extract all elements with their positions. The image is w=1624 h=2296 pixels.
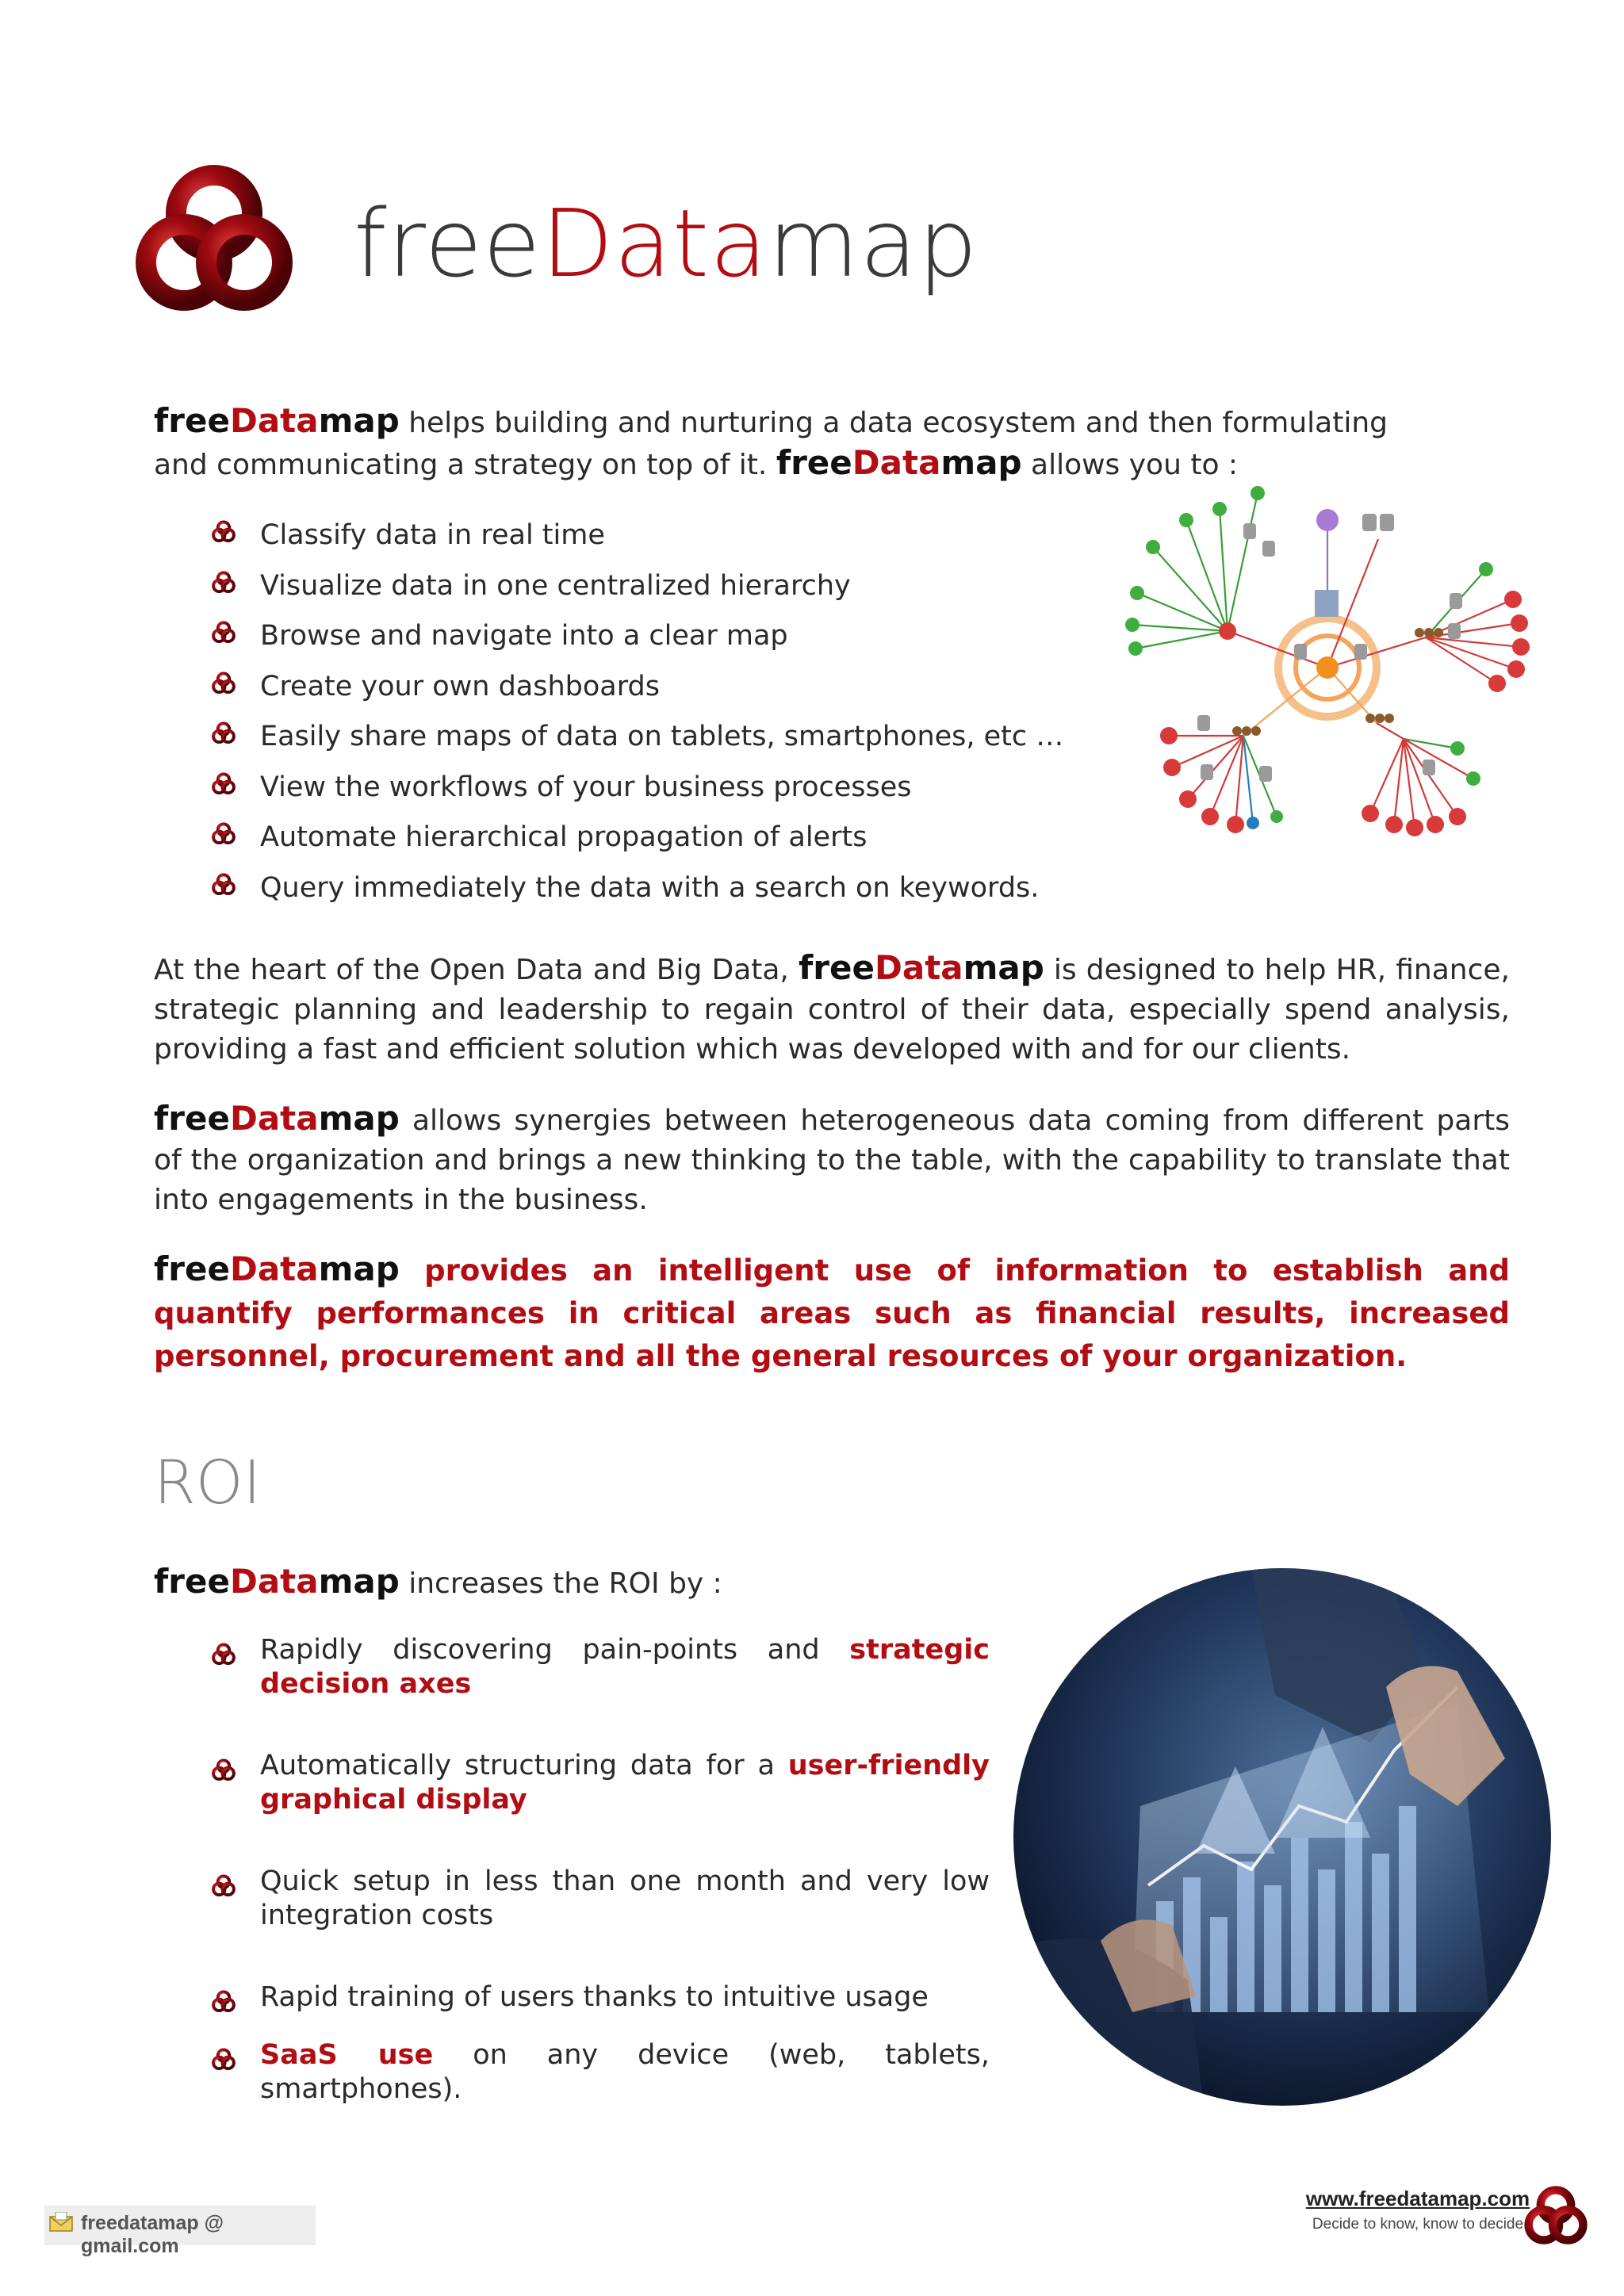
trefoil-bullet-icon — [211, 772, 236, 796]
list-item — [154, 868, 1105, 919]
trefoil-bullet-icon — [211, 1758, 236, 1782]
list-item-text: View the workflows of your business processes — [260, 771, 912, 803]
list-item — [154, 767, 1105, 818]
email-text: freedatamap @ gmail.com — [81, 2212, 224, 2257]
list-item — [154, 1980, 990, 2015]
brand-name: freeDatamap — [154, 401, 400, 440]
list-item — [154, 1865, 990, 1933]
roi-list — [154, 1633, 990, 2107]
list-item-text: Automatically structuring data for a — [260, 1750, 788, 1781]
trefoil-bullet-icon — [211, 1990, 236, 2014]
trefoil-knot-icon — [1521, 2185, 1591, 2248]
tagline: Decide to know, know to decide — [1312, 2216, 1524, 2233]
trefoil-bullet-icon — [211, 1643, 236, 1667]
roi-heading: ROI — [154, 1447, 262, 1517]
list-item-highlight: SaaS use — [260, 2039, 434, 2071]
list-item-text: Quick setup in less than one month and very low integration costs — [260, 1866, 990, 1931]
trefoil-bullet-icon — [211, 2048, 236, 2072]
page-title: freeDatamap — [354, 189, 979, 298]
list-item-text: Query immediately the data with a search on keywords. — [260, 871, 1040, 904]
list-item-text: Create your own dashboards — [260, 670, 660, 702]
paragraph-provides: freeDatamap provides an intelligent use of information to establish and quantify performances in critical areas such as financial results, increased personnel, procurement and all the general resources of your organization. — [154, 1249, 1510, 1373]
list-item-text: Classify data in real time — [260, 519, 605, 551]
trefoil-bullet-icon — [211, 571, 236, 595]
list-item — [154, 1633, 990, 1701]
trefoil-bullet-icon — [211, 621, 236, 645]
list-item-highlight: user-friendly graphical display — [260, 1750, 990, 1816]
intro-paragraph: freeDatamap helps building and nurturing a data ecosystem and then formulating and communicating a strategy on top of it. freeDatamap allows you to : — [154, 401, 1388, 482]
list-item-text: on any device (web, tablets, smartphones). — [260, 2039, 990, 2105]
trefoil-bullet-icon — [211, 873, 236, 897]
data-network-diagram — [1124, 474, 1537, 847]
list-item-text: Browse and navigate into a clear map — [260, 620, 788, 652]
list-item — [154, 817, 1105, 868]
brand-name: freeDatamap — [154, 1562, 400, 1601]
trefoil-knot-icon — [127, 163, 301, 321]
brand-name: freeDatamap — [154, 1099, 400, 1138]
paragraph-synergies: freeDatamap allows synergies between heterogeneous data coming from different parts of the organization and brings a new thinking to the table, with the capability to translate that into engagements in the business. — [154, 1099, 1510, 1216]
list-item — [154, 2038, 990, 2107]
list-item-text: Rapid training of users thanks to intuitive usage — [260, 1981, 929, 2013]
roi-intro: freeDatamap increases the ROI by : — [154, 1562, 722, 1601]
website-link[interactable]: www.freedatamap.com — [1305, 2187, 1530, 2210]
trefoil-bullet-icon — [211, 721, 236, 745]
list-item-text: Automate hierarchical propagation of alerts — [260, 821, 868, 853]
list-item — [154, 1749, 990, 1817]
brand-name: freeDatamap — [154, 1249, 400, 1288]
brand-name: freeDatamap — [799, 948, 1044, 987]
list-item — [154, 616, 1105, 667]
paragraph-open-data: At the heart of the Open Data and Big Data, freeDatamap is designed to help HR, finance, strategic planning and leadership to regain control of their data, especially spend analysis, providing a fast and efficient solution which was developed with and for our clients. — [154, 948, 1510, 1066]
business-analytics-photo — [1013, 1568, 1551, 2106]
list-item-text: Rapidly discovering pain-points and — [260, 1634, 850, 1666]
list-item — [154, 717, 1105, 767]
envelope-icon — [49, 2212, 73, 2233]
brand-name: freeDatamap — [776, 443, 1022, 482]
list-item — [154, 566, 1105, 617]
list-item — [154, 667, 1105, 718]
trefoil-bullet-icon — [211, 672, 236, 695]
list-item — [154, 515, 1105, 566]
footer-email[interactable] — [44, 2206, 316, 2257]
trefoil-bullet-icon — [211, 1874, 236, 1898]
trefoil-bullet-icon — [211, 822, 236, 846]
feature-list — [154, 515, 1105, 918]
list-item-text: Visualize data in one centralized hierarchy — [260, 569, 851, 602]
list-item-highlight: strategic decision axes — [260, 1634, 990, 1700]
trefoil-bullet-icon — [211, 520, 236, 544]
list-item-text: Easily share maps of data on tablets, smartphones, etc … — [260, 721, 1064, 752]
